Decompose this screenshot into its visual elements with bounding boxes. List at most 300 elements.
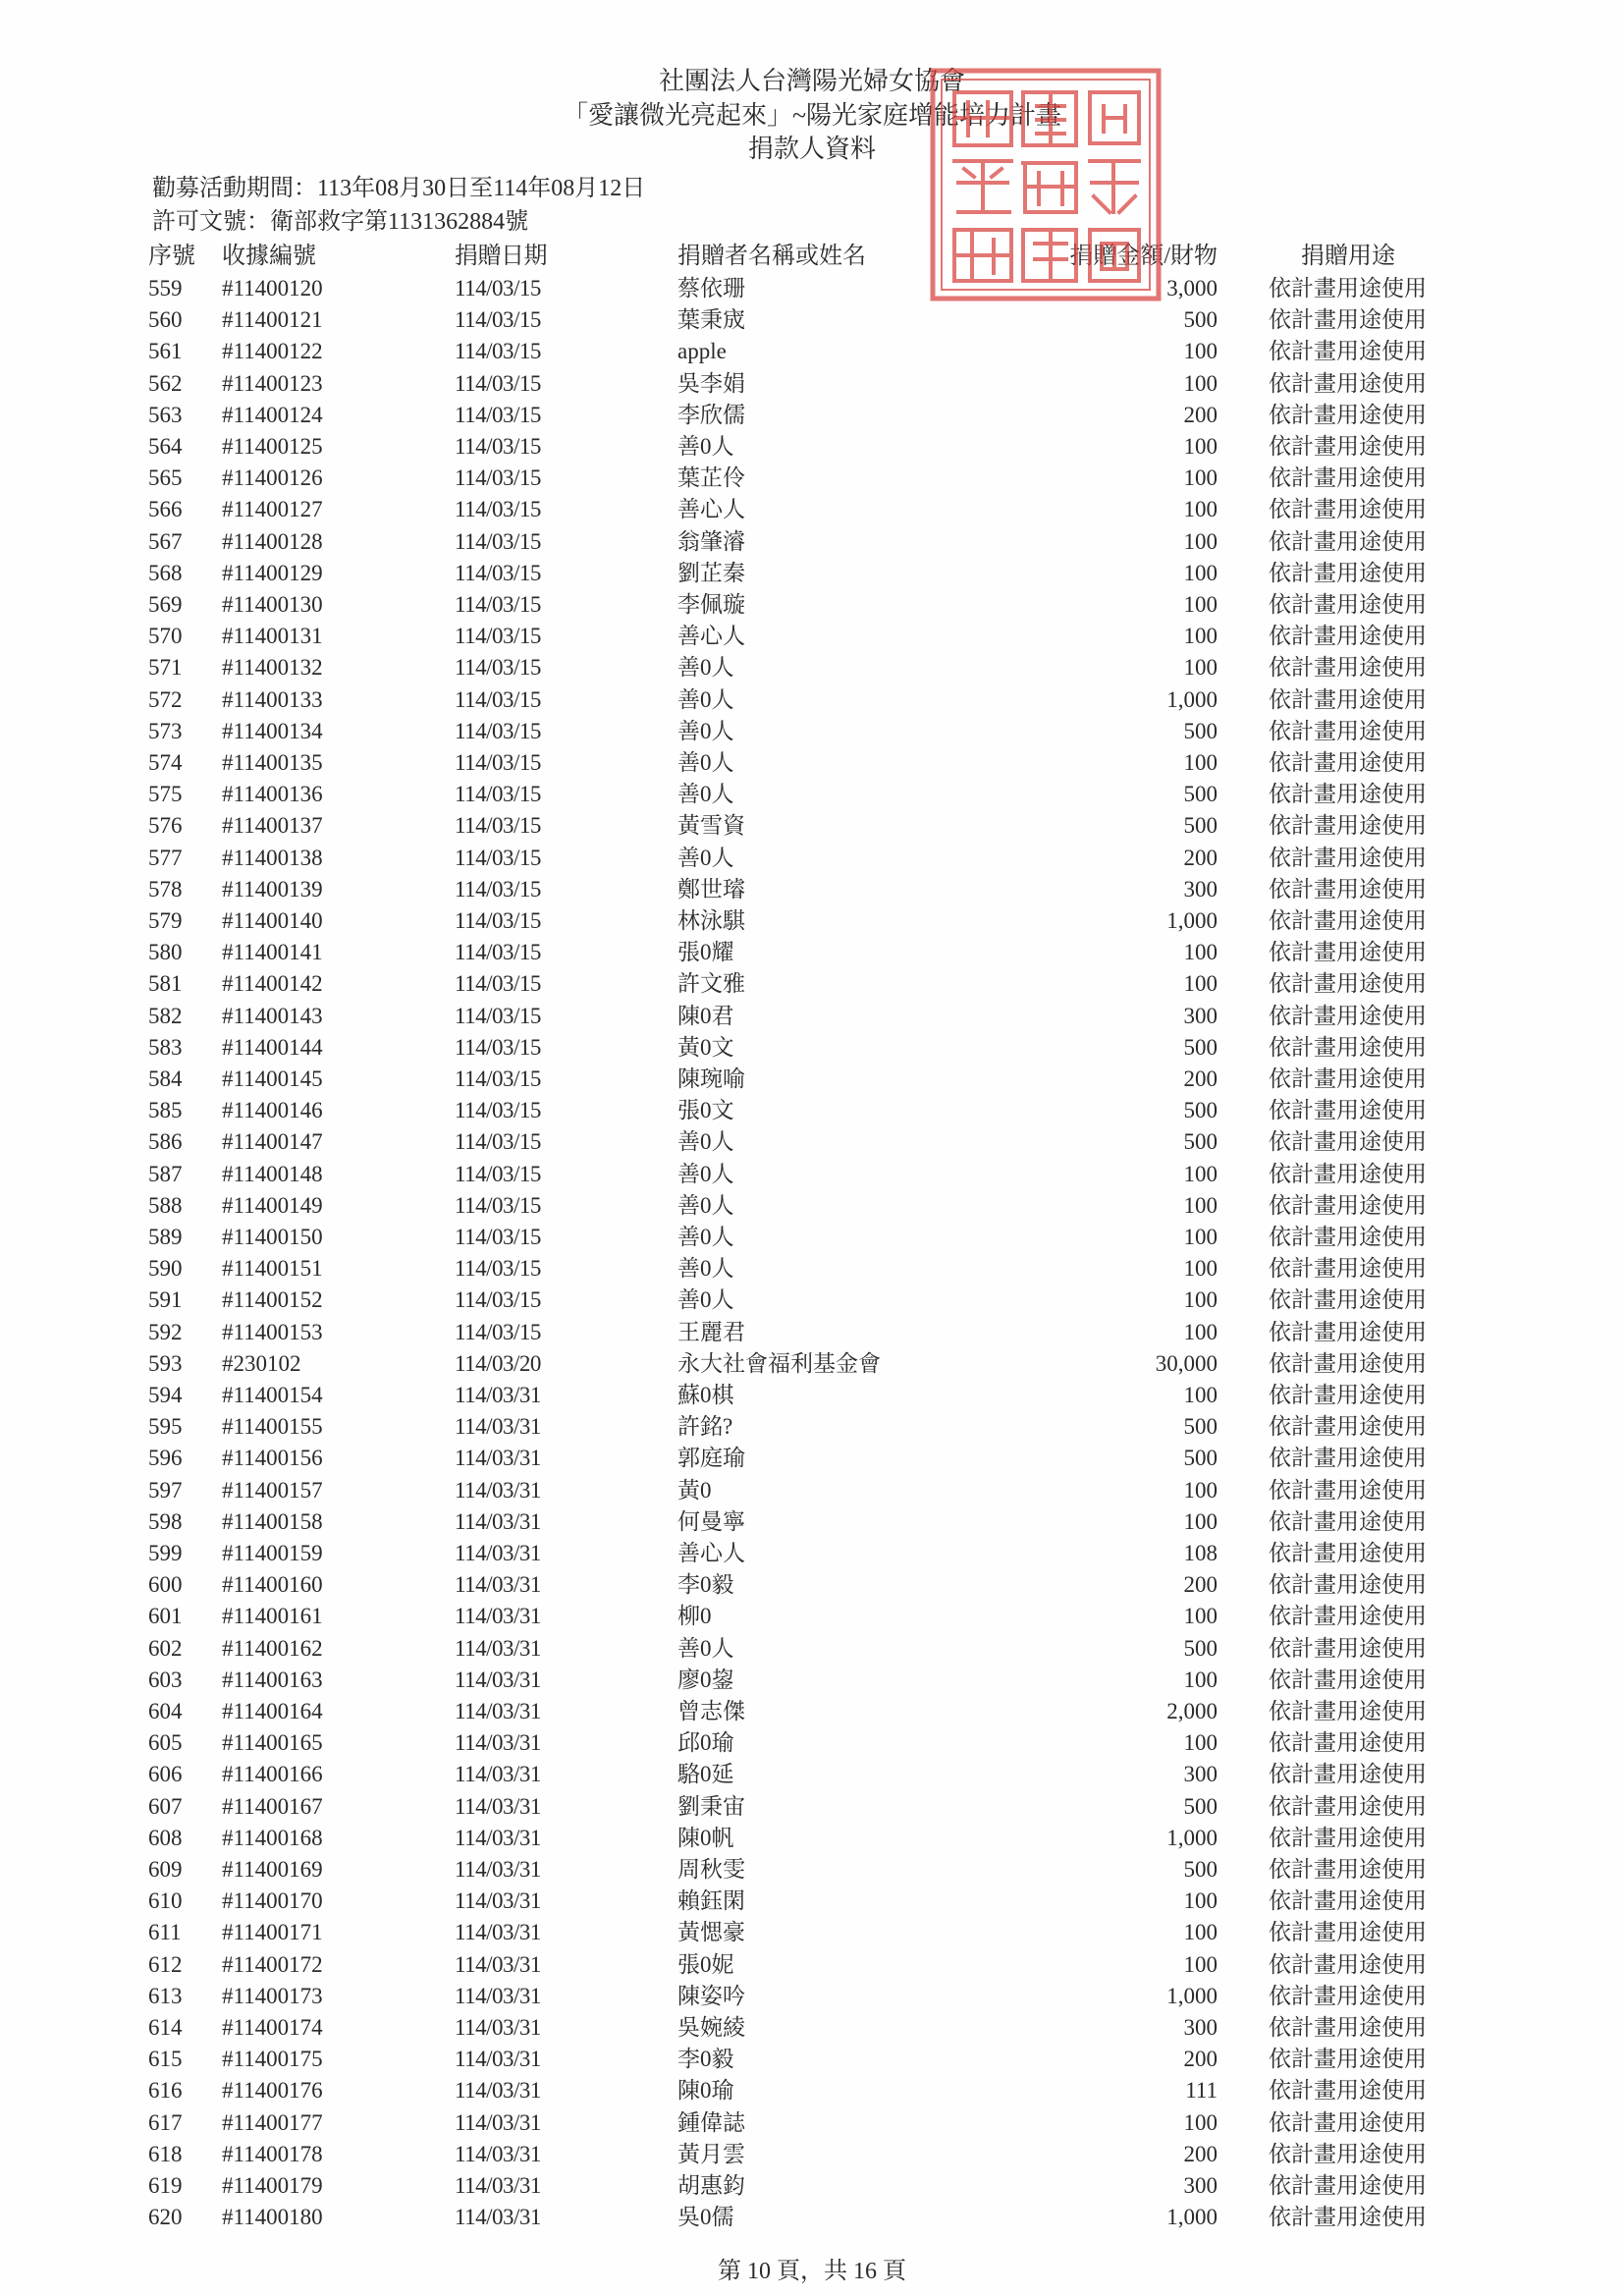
table-row [0, 810, 1624, 842]
donation-date: 114/03/31 [455, 1951, 541, 1977]
donation-amount: 500 [1183, 782, 1218, 807]
row-number: 573 [148, 718, 183, 743]
row-number: 593 [148, 1350, 183, 1376]
donation-purpose: 依計畫用途使用 [1269, 1762, 1427, 1787]
table-row [0, 463, 1624, 494]
row-number: 566 [148, 497, 183, 522]
donation-purpose: 依計畫用途使用 [1269, 1699, 1427, 1723]
table-row [0, 1633, 1624, 1665]
donation-date: 114/03/31 [455, 1699, 541, 1723]
donation-amount: 100 [1183, 1888, 1218, 1914]
donation-purpose: 依計畫用途使用 [1269, 1225, 1427, 1249]
donor-name: 張0耀 [677, 940, 734, 965]
receipt-number: #11400162 [222, 1635, 323, 1661]
donation-purpose: 依計畫用途使用 [1269, 1446, 1427, 1471]
table-row [0, 1981, 1624, 2012]
donation-amount: 100 [1183, 465, 1218, 491]
donation-purpose: 依計畫用途使用 [1269, 1003, 1427, 1028]
donation-purpose: 依計畫用途使用 [1269, 718, 1427, 743]
donation-purpose: 依計畫用途使用 [1269, 1192, 1427, 1218]
donation-purpose: 依計畫用途使用 [1269, 750, 1427, 775]
donation-amount: 500 [1183, 1129, 1218, 1155]
donation-amount: 300 [1183, 2173, 1218, 2198]
donation-date: 114/03/31 [455, 1508, 541, 1534]
receipt-number: #11400176 [222, 2078, 323, 2104]
table-row [0, 1601, 1624, 1632]
donation-date: 114/03/31 [455, 1667, 541, 1692]
table-row [0, 1443, 1624, 1474]
donation-date: 114/03/15 [455, 813, 541, 839]
donation-amount: 500 [1183, 1034, 1218, 1060]
donation-date: 114/03/15 [455, 971, 541, 997]
donation-date: 114/03/31 [455, 1541, 541, 1565]
table-row [0, 2012, 1624, 2044]
donation-amount: 200 [1183, 2141, 1218, 2166]
row-number: 568 [148, 560, 183, 585]
donation-purpose: 依計畫用途使用 [1269, 2015, 1427, 2040]
donor-name: 張0妮 [677, 1951, 734, 1977]
table-row [0, 1949, 1624, 1981]
row-number: 600 [148, 1572, 183, 1598]
donation-amount: 100 [1183, 1256, 1218, 1282]
donation-date: 114/03/15 [455, 845, 541, 870]
row-number: 586 [148, 1129, 183, 1155]
donation-date: 114/03/15 [455, 1192, 541, 1218]
column-header-number: 序號 [148, 244, 195, 269]
project-name: 「愛讓微光亮起來」~陽光家庭增能培力計畫 [562, 101, 1062, 130]
table-row [0, 843, 1624, 874]
donor-name: 鄭世璿 [677, 876, 745, 902]
donation-amount: 500 [1183, 1098, 1218, 1123]
donation-purpose: 依計畫用途使用 [1269, 1383, 1427, 1407]
donation-date: 114/03/15 [455, 276, 541, 301]
row-number: 605 [148, 1730, 183, 1756]
donation-amount: 100 [1183, 1951, 1218, 1977]
row-number: 601 [148, 1604, 183, 1629]
donation-amount: 500 [1183, 718, 1218, 743]
row-number: 619 [148, 2173, 183, 2198]
donor-name: 黃0 [677, 1477, 712, 1503]
donation-amount: 100 [1183, 528, 1218, 554]
donor-name: 駱0延 [677, 1762, 734, 1787]
table-row [0, 1064, 1624, 1095]
table-row [0, 937, 1624, 968]
donation-date: 114/03/31 [455, 1730, 541, 1756]
receipt-number: #11400150 [222, 1225, 323, 1249]
donation-date: 114/03/15 [455, 624, 541, 649]
row-number: 584 [148, 1066, 183, 1091]
receipt-number: #11400157 [222, 1477, 323, 1503]
donation-purpose: 依計畫用途使用 [1269, 2047, 1427, 2072]
donation-purpose: 依計畫用途使用 [1269, 402, 1427, 427]
donation-purpose: 依計畫用途使用 [1269, 971, 1427, 997]
receipt-number: #11400166 [222, 1762, 323, 1787]
row-number: 574 [148, 750, 183, 775]
receipt-number: #11400141 [222, 940, 323, 965]
donation-amount: 100 [1183, 2109, 1218, 2135]
receipt-number: #11400156 [222, 1446, 323, 1471]
table-row [0, 1665, 1624, 1696]
table-row [0, 968, 1624, 1000]
receipt-number: #11400142 [222, 971, 323, 997]
receipt-number: #11400164 [222, 1699, 323, 1723]
donation-purpose: 依計畫用途使用 [1269, 2173, 1427, 2198]
donation-date: 114/03/15 [455, 686, 541, 712]
donation-amount: 100 [1183, 1508, 1218, 1534]
donor-name: 善0人 [677, 686, 734, 712]
receipt-number: #11400135 [222, 750, 323, 775]
donation-date: 114/03/15 [455, 782, 541, 807]
row-number: 612 [148, 1951, 183, 1977]
donation-date: 114/03/31 [455, 1825, 541, 1850]
table-row [0, 1569, 1624, 1601]
donation-amount: 100 [1183, 497, 1218, 522]
donor-name: 李0毅 [677, 1572, 734, 1598]
receipt-number: #11400123 [222, 370, 323, 396]
donation-purpose: 依計畫用途使用 [1269, 1350, 1427, 1376]
table-row [0, 621, 1624, 652]
donor-name: 黃愢豪 [677, 1920, 745, 1945]
donor-name: 陳0瑜 [677, 2078, 734, 2104]
row-number: 611 [148, 1920, 182, 1945]
donation-date: 114/03/31 [455, 1888, 541, 1914]
receipt-number: #11400154 [222, 1383, 323, 1407]
receipt-number: #11400172 [222, 1951, 323, 1977]
receipt-number: #11400177 [222, 2109, 323, 2135]
donation-date: 114/03/31 [455, 2205, 541, 2230]
donor-name: 吳李娟 [677, 370, 745, 396]
donation-date: 114/03/15 [455, 370, 541, 396]
receipt-number: #11400145 [222, 1066, 323, 1091]
donation-amount: 30,000 [1155, 1350, 1218, 1376]
row-number: 577 [148, 845, 183, 870]
row-number: 561 [148, 339, 183, 364]
table-row [0, 1886, 1624, 1917]
page-number: 第 10 頁，共 16 頁 [718, 2259, 906, 2284]
donation-amount: 200 [1183, 402, 1218, 427]
donation-date: 114/03/31 [455, 2078, 541, 2104]
donation-date: 114/03/15 [455, 718, 541, 743]
donor-name: 柳0 [677, 1604, 712, 1629]
row-number: 564 [148, 434, 183, 459]
donation-purpose: 依計畫用途使用 [1269, 1256, 1427, 1282]
donation-purpose: 依計畫用途使用 [1269, 813, 1427, 839]
donation-date: 114/03/15 [455, 1066, 541, 1091]
table-row [0, 304, 1624, 336]
donation-amount: 500 [1183, 1635, 1218, 1661]
donor-name: 陳0帆 [677, 1825, 734, 1850]
receipt-number: #11400168 [222, 1825, 323, 1850]
donor-name: 林泳騏 [677, 908, 745, 933]
donation-date: 114/03/31 [455, 1604, 541, 1629]
table-row [0, 2170, 1624, 2202]
donation-amount: 100 [1183, 971, 1218, 997]
donor-name: 劉秉宙 [677, 1793, 745, 1819]
row-number: 610 [148, 1888, 183, 1914]
donor-name: 黃0文 [677, 1034, 734, 1060]
receipt-number: #11400147 [222, 1129, 323, 1155]
donor-name: 胡惠鈞 [677, 2173, 745, 2198]
row-number: 580 [148, 940, 183, 965]
donation-date: 114/03/31 [455, 1477, 541, 1503]
row-number: 567 [148, 528, 183, 554]
donation-amount: 100 [1183, 1225, 1218, 1249]
donation-date: 114/03/15 [455, 1319, 541, 1344]
donation-date: 114/03/15 [455, 1129, 541, 1155]
table-row [0, 1253, 1624, 1285]
donation-date: 114/03/15 [455, 1256, 541, 1282]
donation-amount: 100 [1183, 1319, 1218, 1344]
table-row [0, 526, 1624, 558]
table-row [0, 1380, 1624, 1411]
donation-date: 114/03/15 [455, 1287, 541, 1313]
donation-date: 114/03/15 [455, 1161, 541, 1186]
receipt-number: #11400175 [222, 2047, 323, 2072]
table-row [0, 1854, 1624, 1886]
row-number: 607 [148, 1793, 183, 1819]
donor-name: 善0人 [677, 1635, 734, 1661]
row-number: 598 [148, 1508, 183, 1534]
receipt-number: #11400128 [222, 528, 323, 554]
receipt-number: #11400130 [222, 592, 323, 617]
donor-name: 劉芷秦 [677, 560, 745, 585]
receipt-number: #11400121 [222, 307, 323, 333]
table-row [0, 1475, 1624, 1506]
donation-amount: 100 [1183, 1730, 1218, 1756]
donor-name: 善0人 [677, 1225, 734, 1249]
receipt-number: #11400146 [222, 1098, 323, 1123]
receipt-number: #11400137 [222, 813, 323, 839]
row-number: 620 [148, 2205, 183, 2230]
row-number: 603 [148, 1667, 183, 1692]
column-header-purpose: 捐贈用途 [1301, 244, 1395, 269]
donor-name: 善0人 [677, 1192, 734, 1218]
donation-amount: 3,000 [1166, 276, 1218, 301]
donor-name: 王麗君 [677, 1319, 745, 1344]
donation-purpose: 依計畫用途使用 [1269, 624, 1427, 649]
donor-name: 李0毅 [677, 2047, 734, 2072]
row-number: 578 [148, 876, 183, 902]
donation-amount: 100 [1183, 1287, 1218, 1313]
receipt-number: #11400179 [222, 2173, 323, 2198]
receipt-number: #11400160 [222, 1572, 323, 1598]
table-row [0, 905, 1624, 937]
donation-date: 114/03/15 [455, 434, 541, 459]
receipt-number: #11400155 [222, 1414, 323, 1440]
donation-date: 114/03/31 [455, 1635, 541, 1661]
donation-amount: 100 [1183, 940, 1218, 965]
table-row [0, 336, 1624, 367]
receipt-number: #11400153 [222, 1319, 323, 1344]
donor-name: 賴鈺閑 [677, 1888, 745, 1914]
receipt-number: #11400161 [222, 1604, 323, 1629]
donation-amount: 100 [1183, 370, 1218, 396]
row-number: 615 [148, 2047, 183, 2072]
donation-date: 114/03/31 [455, 2141, 541, 2166]
donation-purpose: 依計畫用途使用 [1269, 307, 1427, 333]
row-number: 576 [148, 813, 183, 839]
donation-date: 114/03/15 [455, 339, 541, 364]
donation-purpose: 依計畫用途使用 [1269, 528, 1427, 554]
donation-purpose: 依計畫用途使用 [1269, 276, 1427, 301]
table-row [0, 1506, 1624, 1538]
donation-amount: 200 [1183, 845, 1218, 870]
donor-name: apple [677, 339, 727, 364]
donation-purpose: 依計畫用途使用 [1269, 1667, 1427, 1692]
table-row [0, 2044, 1624, 2075]
receipt-number: #11400170 [222, 1888, 323, 1914]
table-row [0, 716, 1624, 747]
table-row [0, 400, 1624, 431]
donation-purpose: 依計畫用途使用 [1269, 1983, 1427, 2008]
donation-purpose: 依計畫用途使用 [1269, 782, 1427, 807]
donation-date: 114/03/15 [455, 560, 541, 585]
row-number: 579 [148, 908, 183, 933]
donation-purpose: 依計畫用途使用 [1269, 1825, 1427, 1850]
donation-date: 114/03/31 [455, 1983, 541, 2008]
donor-name: 許文雅 [677, 971, 745, 997]
fundraising-period: 勸募活動期間：113年08月30日至114年08月12日 [152, 176, 646, 201]
row-number: 589 [148, 1225, 183, 1249]
table-row [0, 652, 1624, 683]
table-row [0, 1095, 1624, 1126]
row-number: 604 [148, 1699, 183, 1723]
donation-purpose: 依計畫用途使用 [1269, 1066, 1427, 1091]
organization-name: 社團法人台灣陽光婦女協會 [658, 67, 965, 95]
receipt-number: #11400180 [222, 2205, 323, 2230]
donor-name: 蔡依珊 [677, 276, 745, 301]
donation-date: 114/03/31 [455, 1383, 541, 1407]
donation-amount: 200 [1183, 1572, 1218, 1598]
donation-purpose: 依計畫用途使用 [1269, 845, 1427, 870]
donation-amount: 500 [1183, 307, 1218, 333]
donation-purpose: 依計畫用途使用 [1269, 1098, 1427, 1123]
donation-amount: 100 [1183, 1667, 1218, 1692]
donor-name: 郭庭瑜 [677, 1446, 745, 1471]
table-row [0, 1001, 1624, 1032]
table-row [0, 684, 1624, 716]
table-row [0, 874, 1624, 905]
receipt-number: #230102 [222, 1350, 301, 1376]
table-row [0, 1727, 1624, 1759]
donation-date: 114/03/15 [455, 1003, 541, 1028]
row-number: 597 [148, 1477, 183, 1503]
table-row [0, 2075, 1624, 2106]
donation-amount: 100 [1183, 434, 1218, 459]
column-header-amount: 捐贈金額/財物 [1069, 244, 1218, 269]
receipt-number: #11400138 [222, 845, 323, 870]
receipt-number: #11400165 [222, 1730, 323, 1756]
table-row [0, 368, 1624, 400]
donation-amount: 100 [1183, 1383, 1218, 1407]
donation-amount: 100 [1183, 1192, 1218, 1218]
donation-purpose: 依計畫用途使用 [1269, 592, 1427, 617]
donation-purpose: 依計畫用途使用 [1269, 560, 1427, 585]
column-header-receipt: 收據編號 [222, 244, 316, 269]
donation-amount: 500 [1183, 1793, 1218, 1819]
receipt-number: #11400171 [222, 1920, 323, 1945]
receipt-number: #11400144 [222, 1034, 323, 1060]
donor-name: 善心人 [677, 1541, 745, 1565]
donation-date: 114/03/31 [455, 1572, 541, 1598]
table-row [0, 1538, 1624, 1569]
row-number: 602 [148, 1635, 183, 1661]
row-number: 559 [148, 276, 183, 301]
donation-purpose: 依計畫用途使用 [1269, 1604, 1427, 1629]
row-number: 572 [148, 686, 183, 712]
receipt-number: #11400136 [222, 782, 323, 807]
donor-name: 善0人 [677, 655, 734, 681]
donor-name: 吳婉綾 [677, 2015, 745, 2040]
row-number: 582 [148, 1003, 183, 1028]
donation-purpose: 依計畫用途使用 [1269, 1161, 1427, 1186]
association-seal-stamp-icon [929, 67, 1163, 302]
donation-amount: 1,000 [1166, 686, 1218, 712]
donation-date: 114/03/15 [455, 1225, 541, 1249]
donor-name: 黃雪資 [677, 813, 745, 839]
table-row [0, 1759, 1624, 1790]
donor-table-body [0, 273, 1624, 2234]
table-row [0, 1317, 1624, 1348]
table-row [0, 1411, 1624, 1443]
donation-purpose: 依計畫用途使用 [1269, 940, 1427, 965]
donor-name: 陳姿吟 [677, 1983, 745, 2008]
donation-purpose: 依計畫用途使用 [1269, 655, 1427, 681]
donation-purpose: 依計畫用途使用 [1269, 1541, 1427, 1565]
row-number: 613 [148, 1983, 183, 2008]
row-number: 599 [148, 1541, 183, 1565]
donor-name: 善0人 [677, 1161, 734, 1186]
donor-name: 翁肇濬 [677, 528, 745, 554]
donor-name: 葉秉宬 [677, 307, 745, 333]
row-number: 575 [148, 782, 183, 807]
row-number: 606 [148, 1762, 183, 1787]
donation-purpose: 依計畫用途使用 [1269, 1319, 1427, 1344]
donation-date: 114/03/31 [455, 2015, 541, 2040]
donor-name: 善0人 [677, 1287, 734, 1313]
donation-date: 114/03/15 [455, 655, 541, 681]
donation-purpose: 依計畫用途使用 [1269, 1793, 1427, 1819]
row-number: 595 [148, 1414, 183, 1440]
donation-purpose: 依計畫用途使用 [1269, 1287, 1427, 1313]
donation-purpose: 依計畫用途使用 [1269, 1635, 1427, 1661]
donation-amount: 100 [1183, 1161, 1218, 1186]
donor-name: 鍾偉誌 [677, 2109, 745, 2135]
donation-amount: 500 [1183, 813, 1218, 839]
donation-date: 114/03/15 [455, 908, 541, 933]
donation-amount: 300 [1183, 1762, 1218, 1787]
donor-name: 善0人 [677, 782, 734, 807]
donor-name: 邱0瑜 [677, 1730, 734, 1756]
donation-purpose: 依計畫用途使用 [1269, 1508, 1427, 1534]
donation-amount: 100 [1183, 560, 1218, 585]
receipt-number: #11400173 [222, 1983, 323, 2008]
row-number: 614 [148, 2015, 183, 2040]
donation-amount: 111 [1185, 2078, 1218, 2104]
donation-amount: 200 [1183, 2047, 1218, 2072]
donation-date: 114/03/31 [455, 2173, 541, 2198]
donation-purpose: 依計畫用途使用 [1269, 2109, 1427, 2135]
donation-amount: 100 [1183, 750, 1218, 775]
donation-purpose: 依計畫用途使用 [1269, 1951, 1427, 1977]
row-number: 569 [148, 592, 183, 617]
donor-name: 吳0儒 [677, 2205, 734, 2230]
donation-purpose: 依計畫用途使用 [1269, 1857, 1427, 1882]
donation-date: 114/03/31 [455, 1762, 541, 1787]
receipt-number: #11400134 [222, 718, 323, 743]
donation-amount: 100 [1183, 1920, 1218, 1945]
donor-name: 周秋雯 [677, 1857, 745, 1882]
